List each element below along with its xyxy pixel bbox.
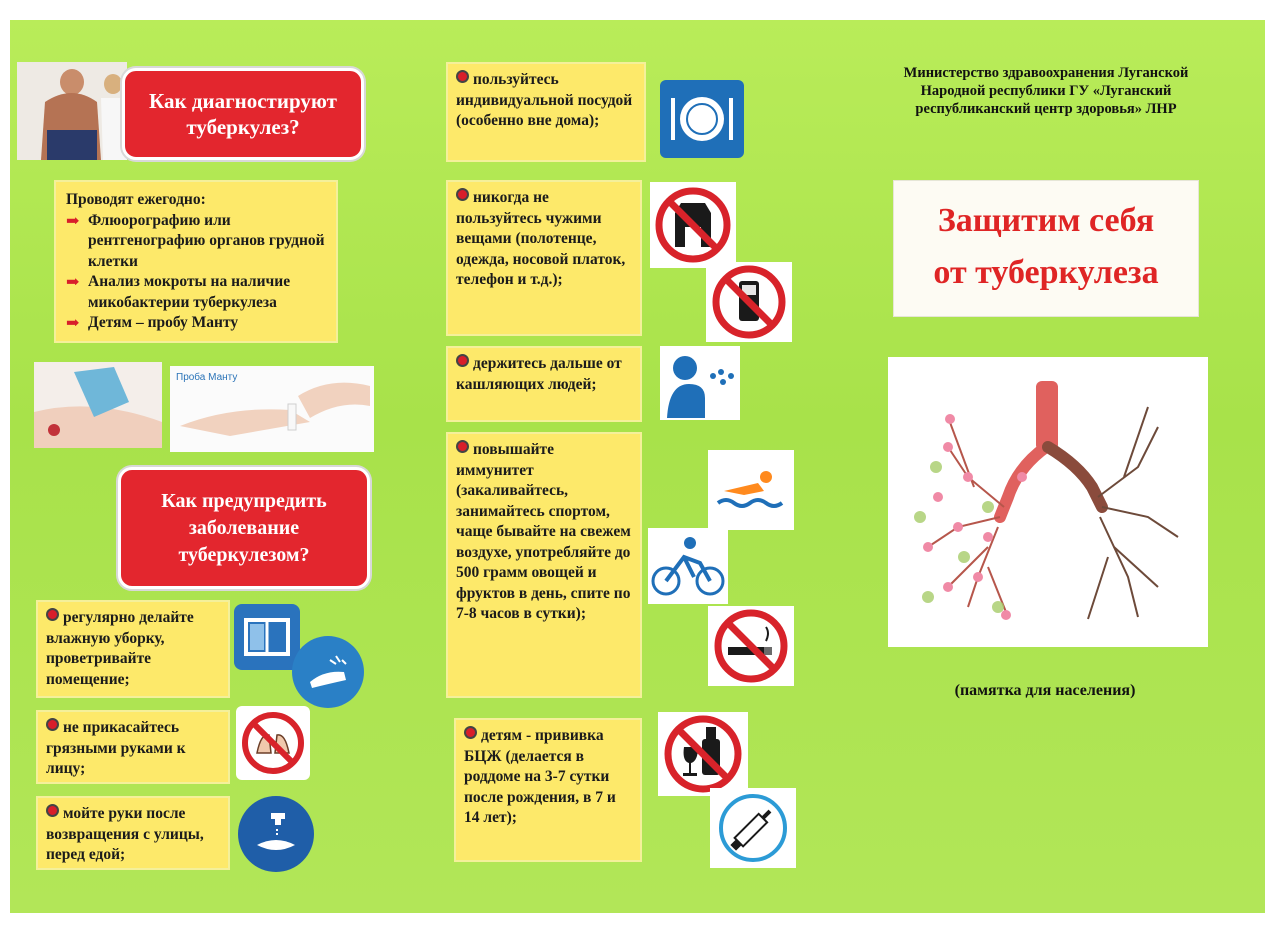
tip-text: держитесь дальше от кашляющих людей; (456, 355, 622, 393)
tip-text: регулярно делайте влажную уборку, проветривайте помещение; (46, 609, 194, 688)
no-smoking-icon (708, 606, 794, 686)
tip-text: никогда не пользуйтесь чужими вещами (полотенце, одежда, носовой платок, телефон и т.д.); (456, 189, 626, 288)
bullet-icon (46, 804, 59, 817)
bullet-icon (46, 608, 59, 621)
diagnosis-item (66, 211, 326, 273)
syringe-icon (710, 788, 796, 868)
cycling-icon (648, 528, 728, 604)
diagnosis-box (54, 180, 338, 343)
tip-box (446, 180, 642, 336)
diagnosis-heading-text: Как диагностируют туберкулез? (149, 89, 337, 139)
diagnosis-item-text: Детям – пробу Манту (88, 314, 239, 331)
plate-cutlery-icon (660, 80, 744, 158)
arrow-icon: ➡ (66, 274, 80, 291)
tip-box (36, 796, 230, 870)
arrow-icon: ➡ (66, 315, 80, 332)
diagnosis-item-text: Анализ мокроты на наличие микобактерии туберкулеза (88, 273, 291, 311)
memo-caption: (памятка для населения) (954, 682, 1136, 699)
tip-box (454, 718, 642, 862)
title-line-2: от туберкулеза (933, 254, 1159, 291)
no-shared-clothes-icon (650, 182, 736, 268)
bullet-icon (456, 354, 469, 367)
tip-text: мойте руки после возвращения с улицы, перед едой; (46, 805, 204, 863)
swimming-icon (708, 450, 794, 530)
prevention-heading (118, 467, 370, 589)
window-icon (234, 604, 300, 670)
title-line-1: Защитим себя (937, 202, 1155, 239)
tip-text: детям - прививка БЦЖ (делается в роддоме на 3-7 сутки после рождения, в 7 и 14 лет); (464, 727, 616, 826)
arrow-icon: ➡ (66, 212, 80, 230)
no-alcohol-icon (658, 712, 748, 796)
bullet-icon (456, 188, 469, 201)
bullet-icon (456, 70, 469, 83)
tip-box (36, 710, 230, 784)
no-dirty-hands-icon (236, 706, 310, 780)
tip-text: повышайте иммунитет (закаливайтесь, занимайтесь спортом, чаще бывайте на свежем воздухе, употребляйте до 500 грамм овощей и фруктов в день, спите по 7-8 часов в сутки); (456, 441, 631, 622)
diagnosis-intro: Проводят ежегодно: (66, 191, 206, 208)
tip-box (446, 346, 642, 422)
hand-washing-icon (238, 796, 314, 872)
no-shared-phone-icon (706, 262, 792, 342)
diagnosis-item (66, 272, 326, 313)
tip-box (446, 62, 646, 162)
mantoux-caption: Проба Манту (176, 372, 238, 383)
diagnosis-heading (122, 68, 364, 160)
tip-text: не прикасайтесь грязными руками к лицу; (46, 719, 186, 777)
injection-photo (34, 362, 162, 448)
doctor-examination-photo (17, 62, 127, 160)
cleaning-icon (292, 636, 364, 708)
prevention-heading-text: Как предупредить заболевание туберкулезом? (161, 489, 327, 566)
tip-box (446, 432, 642, 698)
bullet-icon (464, 726, 477, 739)
bullet-icon (456, 440, 469, 453)
leaflet-title (893, 180, 1199, 317)
diagnosis-list (66, 211, 326, 334)
mantoux-test-photo (170, 366, 374, 452)
tip-text: пользуйтесь индивидуальной посудой (особенно вне дома); (456, 71, 633, 129)
bullet-icon (46, 718, 59, 731)
tip-box (36, 600, 230, 698)
diagnosis-item (66, 313, 326, 334)
lungs-illustration (888, 357, 1208, 647)
coughing-person-icon (660, 346, 740, 420)
diagnosis-item-text: Флюорографию или рентгенографию органов грудной клетки (88, 211, 325, 270)
ministry-header: Министерство здравоохранения Луганской Народной республики ГУ «Луганский республиканский центр здоровья» ЛНР (903, 65, 1189, 117)
